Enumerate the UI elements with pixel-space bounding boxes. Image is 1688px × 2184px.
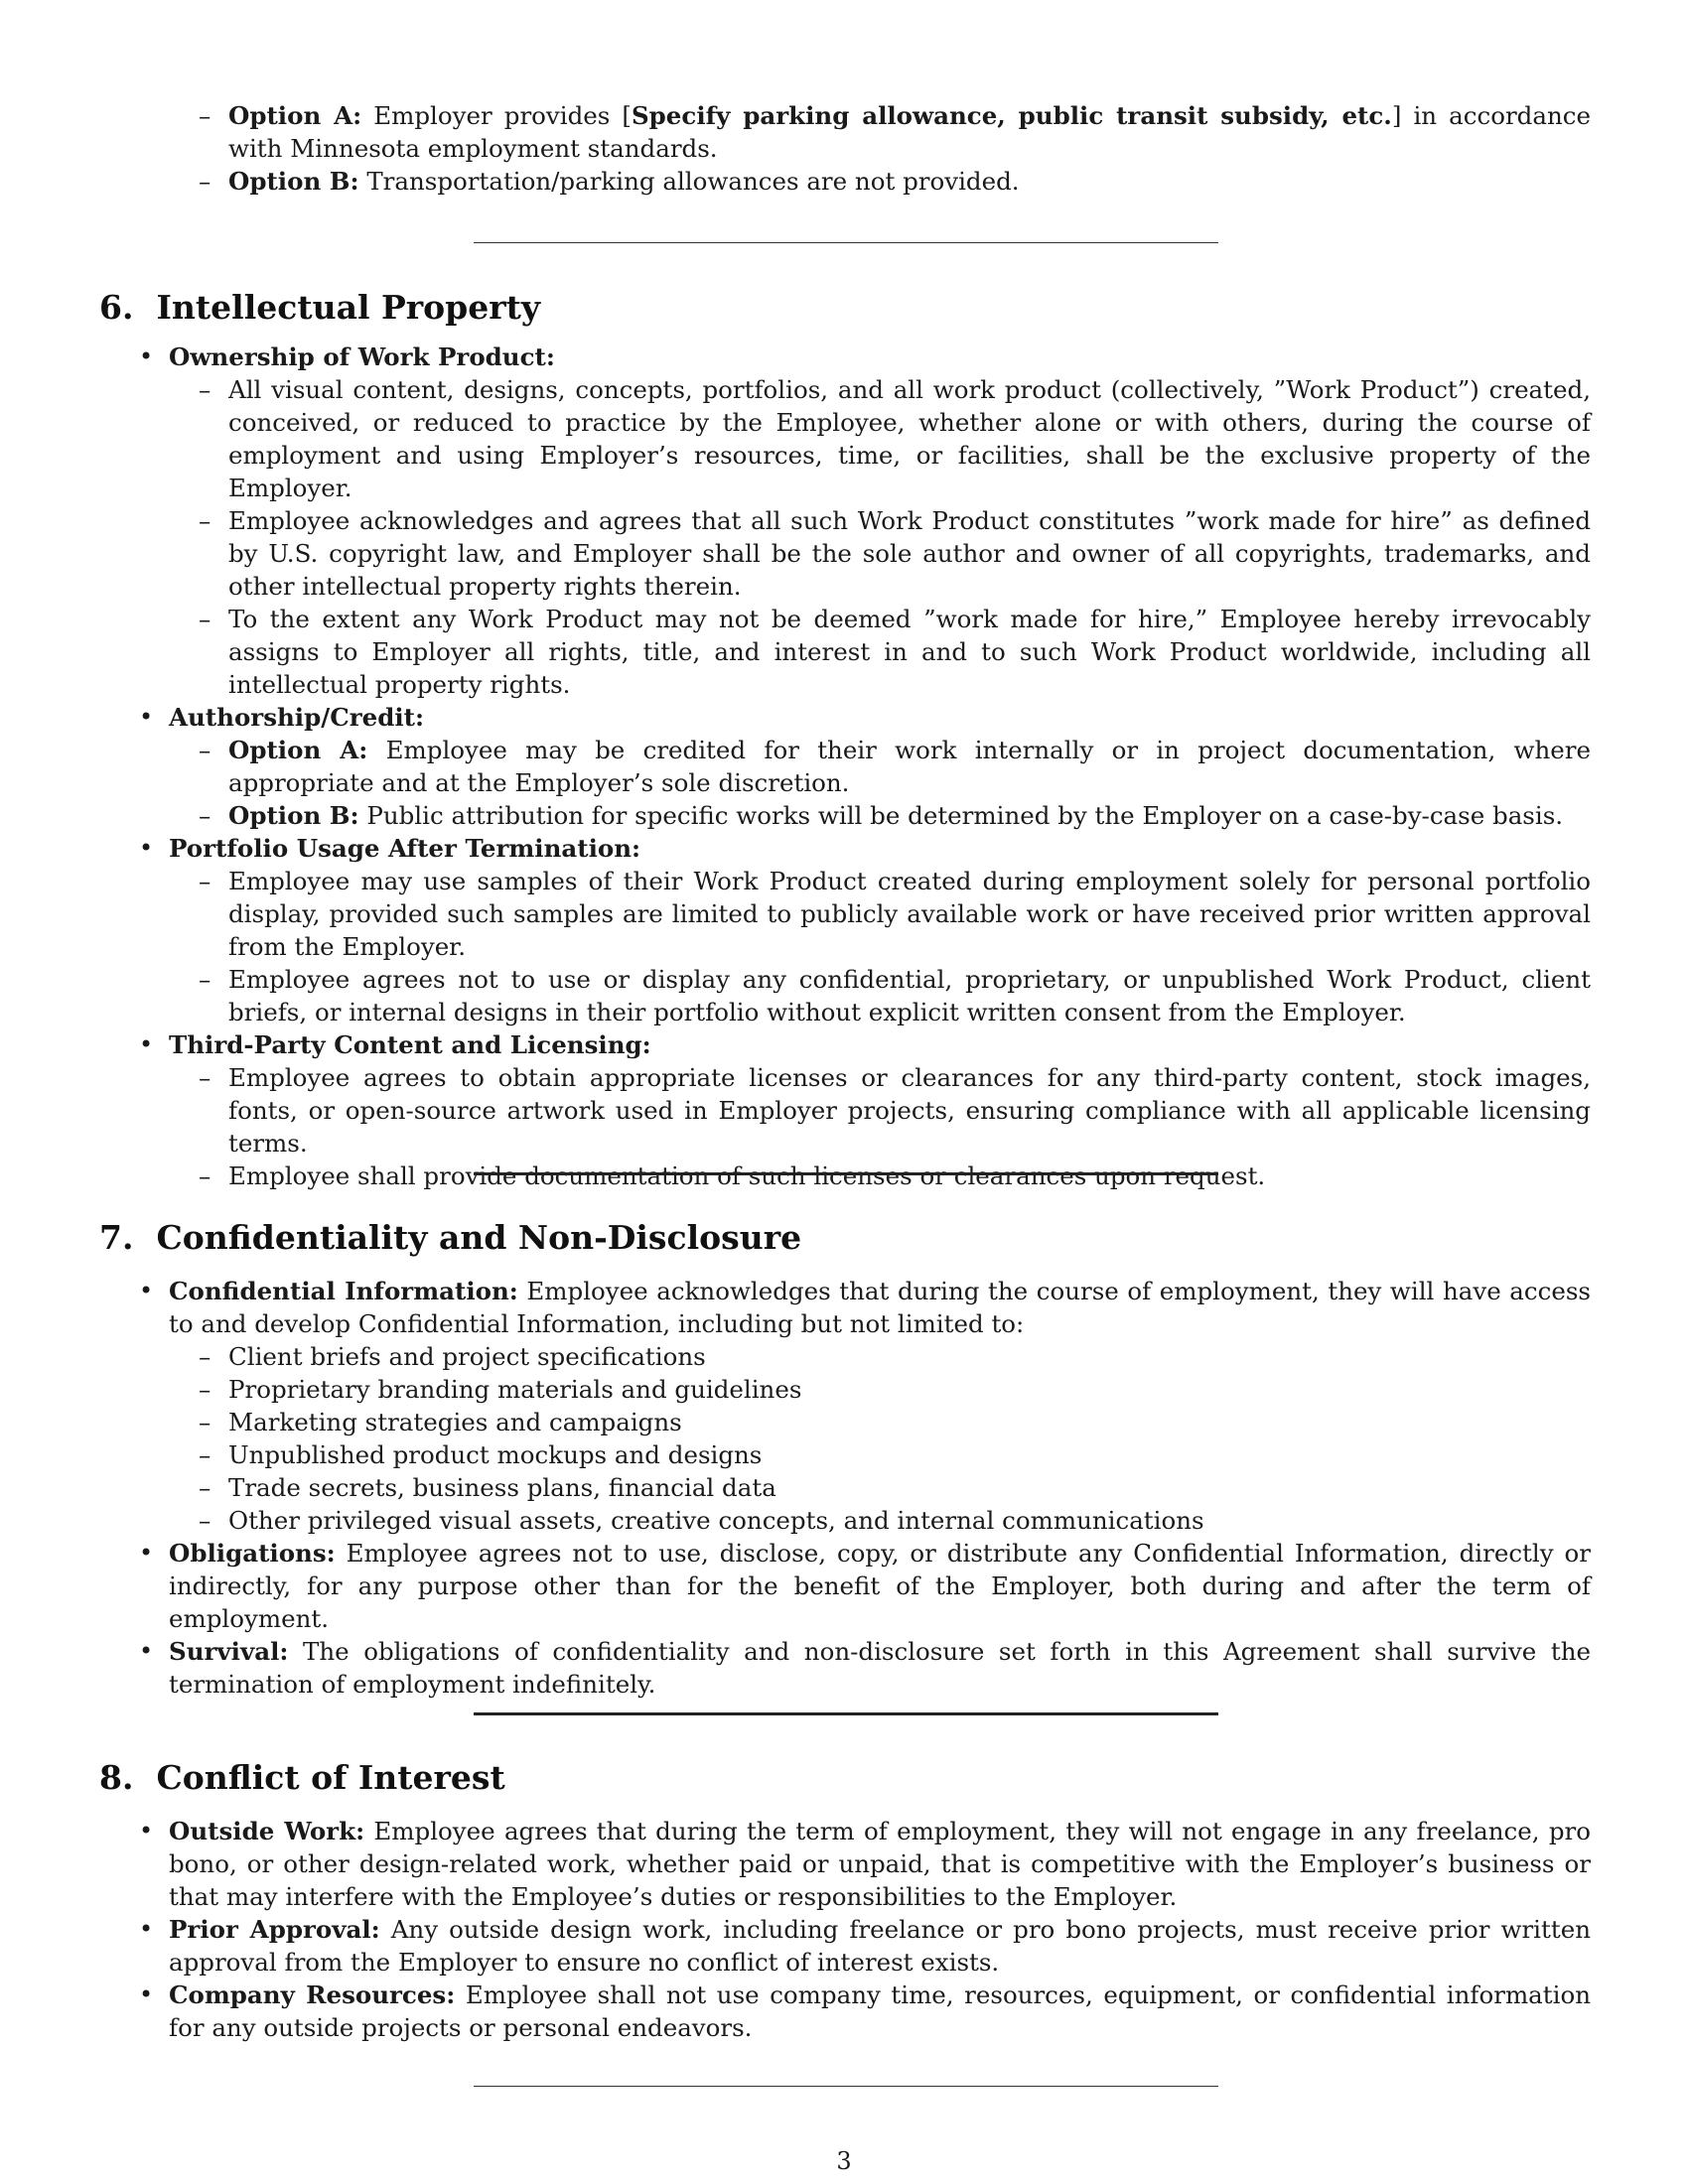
option-b-transport: – Option B: Transportation/parking allowances are not provided.: [228, 165, 1591, 198]
section-divider: [474, 1172, 1218, 1175]
list-item: – Employee acknowledges and agrees that all such Work Product constitutes ”work made for hire” as defined by U.S. copyright law, and Employer shall be the sole author and owner of all copyrights, trademarks, and other intellectual property rights therein.: [228, 504, 1591, 603]
company-resources-item: • Company Resources: Employee shall not use company time, resources, equipment, or confidential information for any outside projects or personal endeavors.: [169, 1979, 1591, 2044]
list-item: – Other privileged visual assets, creative concepts, and internal communications: [228, 1504, 1591, 1537]
list-item: – Option B: Public attribution for specific works will be determined by the Employer on a case-by-case basis.: [228, 799, 1591, 832]
section-6-heading: 6. Intellectual Property: [99, 288, 541, 327]
obligations-item: • Obligations: Employee agrees not to use, disclose, copy, or distribute any Confidential Information, directly or indirectly, for any purpose other than for the benefit of the Employer, both during and after the term of employment.: [169, 1537, 1591, 1635]
section-7-heading: 7. Confidentiality and Non-Disclosure: [99, 1218, 802, 1257]
outside-work-item: • Outside Work: Employee agrees that during the term of employment, they will not engage in any freelance, pro bono, or other design-related work, whether paid or unpaid, that is competitive with the Employer’s business or that may interfere with the Employee’s duties or responsibilities to the Employer.: [169, 1815, 1591, 1913]
list-item: – Client briefs and project specifications: [228, 1340, 1591, 1373]
transport-options: [169, 99, 1591, 198]
confidential-info-item: • Confidential Information: Employee acknowledges that during the course of employment, they will have access to and develop Confidential Information, including but not limited to: – Client briefs and project specifications – Proprietary branding materials and guidelines – Marketing strategies and campaigns – Unpublished product mockups and designs – Trade secrets, business plans, financial data – Other privileged visual assets, creative concepts, and internal communications: [169, 1275, 1591, 1537]
list-item: – Employee agrees not to use or display any confidential, proprietary, or unpublished Work Product, client briefs, or internal designs in their portfolio without explicit written consent from the Employer.: [228, 963, 1591, 1028]
list-item: – To the extent any Work Product may not be deemed ”work made for hire,” Employee hereby irrevocably assigns to Employer all rights, title, and interest in and to such Work Product worldwide, including all intellectual property rights.: [228, 603, 1591, 701]
list-item: – Employee agrees to obtain appropriate licenses or clearances for any third-party content, stock images, fonts, or open-source artwork used in Employer projects, ensuring compliance with all applicable licensing terms.: [228, 1061, 1591, 1160]
authorship-item: • Authorship/Credit: – Option A: Employee may be credited for their work internally or in project documentation, where appropriate and at the Employer’s sole discretion. – Option B: Public attribution for specific works will be determined by the Employer on a case-by-case basis.: [169, 701, 1591, 832]
portfolio-item: • Portfolio Usage After Termination: – Employee may use samples of their Work Product created during employment solely for personal portfolio display, provided such samples are limited to publicly available work or have received prior written approval from the Employer. – Employee agrees not to use or display any confidential, proprietary, or unpublished Work Product, client briefs, or internal designs in their portfolio without explicit written consent from the Employer.: [169, 832, 1591, 1028]
list-item: – Option A: Employee may be credited for their work internally or in project documentation, where appropriate and at the Employer’s sole discretion.: [228, 734, 1591, 799]
section-8-heading: 8. Conflict of Interest: [99, 1758, 505, 1797]
section-divider: [474, 242, 1218, 243]
list-item: – Trade secrets, business plans, financial data: [228, 1471, 1591, 1504]
list-item: – Employee may use samples of their Work Product created during employment solely for personal portfolio display, provided such samples are limited to publicly available work or have received prior written approval from the Employer.: [228, 865, 1591, 963]
section-8-list: [169, 1815, 1591, 2044]
list-item: – Employee shall provide documentation of such licenses or clearances upon request.: [228, 1160, 1591, 1192]
list-item: – Unpublished product mockups and designs: [228, 1438, 1591, 1471]
prior-approval-item: • Prior Approval: Any outside design work, including freelance or pro bono projects, must receive prior written approval from the Employer to ensure no conflict of interest exists.: [169, 1913, 1591, 1979]
list-item: – Proprietary branding materials and guidelines: [228, 1373, 1591, 1406]
survival-item: • Survival: The obligations of confidentiality and non-disclosure set forth in this Agreement shall survive the termination of employment indefinitely.: [169, 1635, 1591, 1701]
third-party-item: • Third-Party Content and Licensing: – Employee agrees to obtain appropriate licenses or clearances for any third-party content, stock images, fonts, or open-source artwork used in Employer projects, ensuring compliance with all applicable licensing terms. – Employee shall provide documentation of such licenses or clearances upon request.: [169, 1028, 1591, 1192]
list-item: – Marketing strategies and campaigns: [228, 1406, 1591, 1438]
option-a-transport: – Option A: Employer provides [Specify parking allowance, public transit subsidy, etc.] in accordance with Minnesota employment standards.: [228, 99, 1591, 165]
page-number: 3: [836, 2147, 852, 2175]
ownership-item: • Ownership of Work Product: – All visual content, designs, concepts, portfolios, and all work product (collectively, ”Work Product”) created, conceived, or reduced to practice by the Employee, whether alone or with others, during the course of employment and using Employer’s resources, time, or facilities, shall be the exclusive property of the Employer. – Employee acknowledges and agrees that all such Work Product constitutes ”work made for hire” as defined by U.S. copyright law, and Employer shall be the sole author and owner of all copyrights, trademarks, and other intellectual property rights therein. – To the extent any Work Product may not be deemed ”work made for hire,” Employee hereby irrevocably assigns to Employer all rights, title, and interest in and to such Work Product worldwide, including all intellectual property rights.: [169, 341, 1591, 701]
section-divider: [474, 1712, 1218, 1715]
section-divider: [474, 2086, 1218, 2087]
list-item: – All visual content, designs, concepts, portfolios, and all work product (collectively, ”Work Product”) created, conceived, or reduced to practice by the Employee, whether alone or with others, during the course of employment and using Employer’s resources, time, or facilities, shall be the exclusive property of the Employer.: [228, 373, 1591, 504]
section-6-list: [169, 341, 1591, 1192]
section-7-list: [169, 1275, 1591, 1701]
